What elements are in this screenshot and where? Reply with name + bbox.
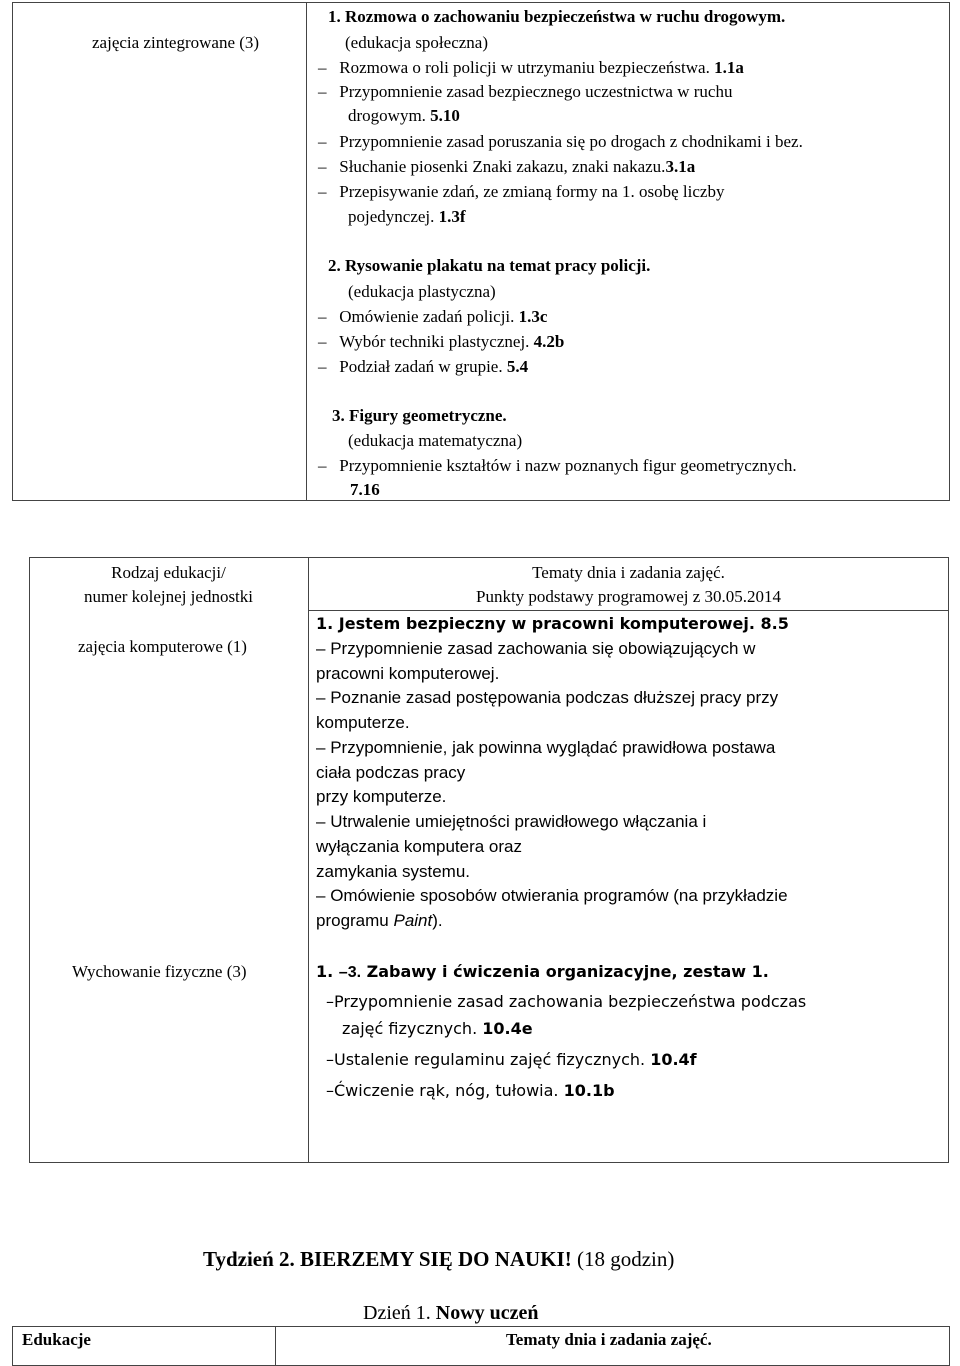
list-item-continued: komputerze. [316,713,410,732]
section-title: 1. Rozmowa o zachowaniu bezpieczeństwa w ruchu drogowym. [328,7,786,26]
week-heading: Tydzień 2. BIERZEMY SIĘ DO NAUKI! (18 godzin) [203,1247,675,1271]
table-divider [275,1326,276,1366]
education-type-label: zajęcia zintegrowane (3) [92,33,260,52]
list-item-continued: wyłączania komputera oraz [316,837,522,856]
list-item-continued: ciała podczas pracy [316,763,466,782]
section-title: 2. Rysowanie plakatu na temat pracy policji. [328,256,651,275]
list-item: – Poznanie zasad postępowania podczas dłuższej pracy przy [316,688,779,707]
list-item-continued: drogowym. 5.10 [348,106,460,125]
education-type-label: zajęcia komputerowe (1) [78,637,247,656]
list-item-continued: zamykania systemu. [316,862,470,881]
list-item: – Rozmowa o roli policji w utrzymaniu bezpieczeństwa. 1.1a [318,58,744,77]
list-item: –Ćwiczenie rąk, nóg, tułowia. 10.1b [326,1081,615,1100]
list-item: – Podział zadań w grupie. 5.4 [318,357,529,376]
header-left-1: Rodzaj edukacji/ [111,563,226,582]
table-divider [306,2,307,501]
list-item: – Słuchanie piosenki Znaki zakazu, znaki nakazu.3.1a [318,157,696,176]
table-divider [308,557,309,1163]
list-item-continued: pojedynczej. 1.3f [348,207,466,226]
list-item: – Wybór techniki plastycznej. 4.2b [318,332,565,351]
topic-title: 1. Jestem bezpieczny w pracowni komputerowej. 8.5 [316,614,789,633]
table-header-divider [308,610,949,611]
list-item: – Omówienie zadań policji. 1.3c [318,307,548,326]
education-type-label: Wychowanie fizyczne (3) [72,962,247,981]
section-subject: (edukacja plastyczna) [348,282,496,301]
list-item-continued: pracowni komputerowej. [316,664,500,683]
header-left-2: numer kolejnej jednostki [83,587,254,606]
list-item: – Utrwalenie umiejętności prawidłowego włączania i [316,812,707,831]
table-edukacje [12,1326,950,1366]
day-heading: Dzień 1. Nowy uczeń [363,1302,539,1324]
header-right-2: Punkty podstawy programowej z 30.05.2014 [475,587,782,606]
list-item: – Przypomnienie zasad poruszania się po drogach z chodnikami i bez. [318,132,803,151]
section-subject: (edukacja społeczna) [345,33,488,52]
column-header-tematy: Tematy dnia i zadania zajęć. [506,1330,712,1349]
list-item-continued: przy komputerze. [316,787,447,806]
list-item: –Przypomnienie zasad zachowania bezpieczeństwa podczas [326,992,807,1011]
section-title: 3. Figury geometryczne. [332,406,507,425]
topic-title: 1. –3. Zabawy i ćwiczenia organizacyjne, zestaw 1. [316,962,769,981]
list-item: – Przypomnienie kształtów i nazw poznanych figur geometrycznych. [318,456,797,475]
section-subject: (edukacja matematyczna) [348,431,523,450]
list-item: – Przypomnienie, jak powinna wyglądać prawidłowa postawa [316,738,776,757]
list-item-continued: programu Paint). [316,911,443,930]
header-right-1: Tematy dnia i zadania zajęć. [532,563,725,582]
list-item-continued: zajęć fizycznych. 10.4e [342,1019,533,1038]
list-item: – Przypomnienie zasad zachowania się obowiązujących w [316,639,756,658]
list-item: – Omówienie sposobów otwierania programów (na przykładzie [316,886,788,905]
list-item-code: 7.16 [350,480,380,499]
list-item: – Przepisywanie zdań, ze zmianą formy na 1. osobę liczby [318,182,725,201]
column-header-edukacje: Edukacje [22,1330,91,1349]
list-item: –Ustalenie regulaminu zajęć fizycznych. 10.4f [326,1050,697,1069]
list-item: – Przypomnienie zasad bezpiecznego uczestnictwa w ruchu [318,82,733,101]
